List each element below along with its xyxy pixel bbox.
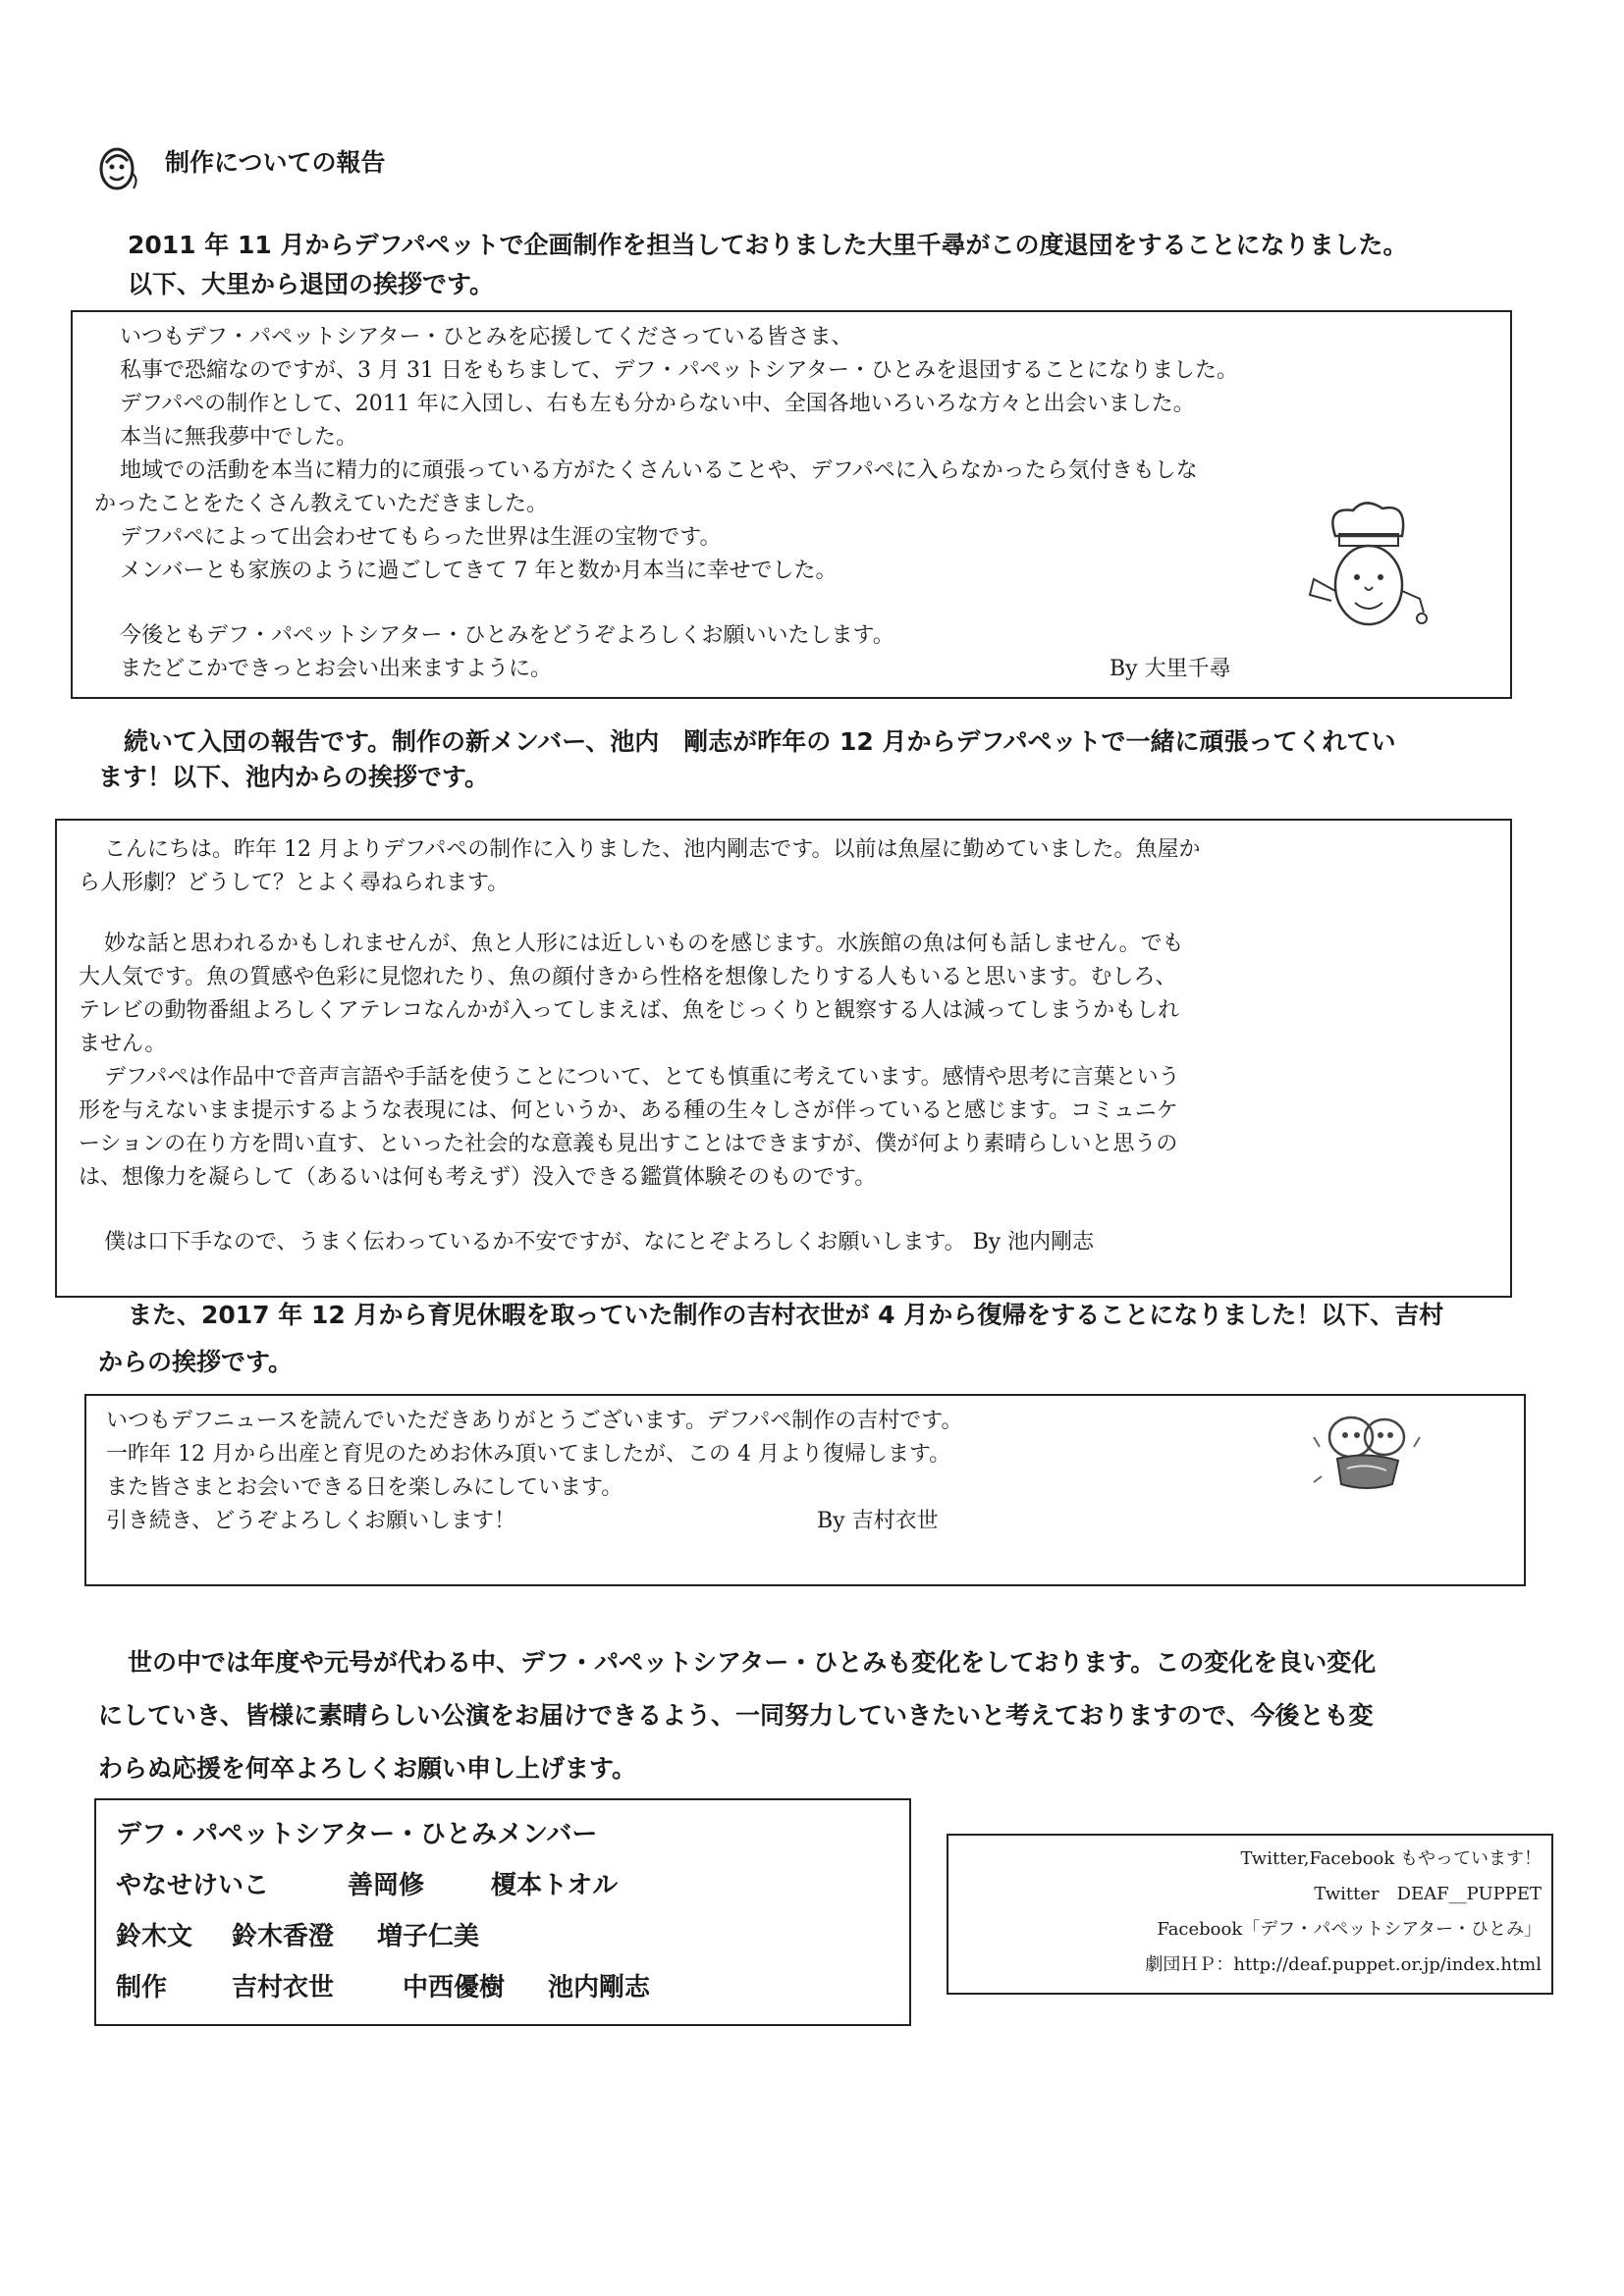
ikeuchi-line-7: デフパペは作品中で音声言語や手話を使うことについて、とても慎重に考えています。感情や思考に言葉という [104,1065,1180,1090]
yoshimura-line-3: また皆さまとお会いできる日を楽しみにしています。 [106,1475,623,1500]
ikeuchi-line-2: ら人形劇？どうして？とよく尋ねられます。 [79,871,510,895]
return-line-2: からの挨拶です。 [98,1348,294,1376]
osato-line-4: 本当に無我夢中でした。 [120,425,358,450]
ikeuchi-line-4: 大人気です。魚の質感や色彩に見惚れたり、魚の顔付きから性格を想像したりする人もいると思います。むしろ、 [79,965,1177,989]
yoshimura-line-1: いつもデフニュースを読んでいただきありがとうございます。デフパペ制作の吉村です。 [106,1409,963,1433]
ikeuchi-line-5: テレビの動物番組よろしくアテレコなんかが入ってしまえば、魚をじっくりと観察する人は減ってしまうかもしれ [79,998,1180,1023]
sns-line-2: Twitter DEAF__PUPPET [1314,1884,1542,1904]
member-name: やなせけいこ [116,1871,270,1900]
intro-line-2: 以下、大里から退団の挨拶です。 [128,270,495,298]
ikeuchi-line-3: 妙な話と思われるかもしれませんが、魚と人形には近しいものを感じます。水族館の魚は何も話しません。でも [104,932,1184,956]
sns-line-4: 劇団ＨＰ：http://deaf.puppet.or.jp/index.html [1145,1954,1542,1975]
section-title: 制作についての報告 [165,148,386,177]
yoshimura-signature: By 吉村衣世 [817,1509,939,1533]
member-name: 中西優樹 [403,1973,506,2002]
closing-line-2: にしていき、皆様に素晴らしい公演をお届けできるよう、一同努力していきたいと考えておりますので、今後とも変 [98,1701,1374,1730]
chef-illustration-icon [1306,497,1432,644]
osato-line-2: 私事で恐縮なのですが、3 月 31 日をもちまして、デフ・パペットシアター・ひとみを退団することになりました。 [120,358,1238,383]
osato-line-8: メンバーとも家族のように過ごしてきて 7 年と数か月本当に幸せでした。 [120,559,838,583]
member-name: 榎本トオル [491,1871,619,1900]
osato-line-7: デフパペによって出会わせてもらった世界は生涯の宝物です。 [120,525,722,550]
yoshimura-line-2: 一昨年 12 月から出産と育児のためお休み頂いてましたが、この 4 月より復帰します。 [106,1442,951,1467]
puppet-logo-icon [96,143,141,194]
ikeuchi-line-8: 形を与えないまま提示するような表現には、何というか、ある種の生々しさが伴っていると感じます。コミュニケ [79,1098,1178,1123]
ikeuchi-line-6: ません。 [79,1032,167,1056]
join-line-2: ます！以下、池内からの挨拶です。 [98,763,490,791]
ikeuchi-line-10: は、想像力を凝らして（あるいは何も考えず）没入できる鑑賞体験そのものです。 [79,1165,877,1190]
join-line-1: 続いて入団の報告です。制作の新メンバー、池内 剛志が昨年の 12 月からデフパペットで一緒に頑張ってくれてい [124,727,1396,756]
member-name: 善岡修 [348,1871,425,1900]
osato-line-9: 今後ともデフ・パペットシアター・ひとみをどうぞよろしくお願いいたします。 [120,623,894,648]
yoshimura-line-4: 引き続き、どうぞよろしくお願いします！ [106,1509,516,1533]
member-name: 鈴木香澄 [232,1922,335,1951]
sns-line-3: Facebook「デフ・パペットシアター・ひとみ」 [1157,1919,1542,1940]
intro-line-1: 2011 年 11 月からデフパペットで企画制作を担当しておりました大里千尋がこの度退団をすることになりました。 [128,231,1408,259]
puppet-illustration-icon [1312,1408,1422,1498]
return-line-1: また、2017 年 12 月から育児休暇を取っていた制作の吉村衣世が 4 月から復帰をすることになりました！以下、吉村 [128,1301,1444,1329]
member-name: 鈴木文 [116,1922,193,1951]
members-title: デフ・パペットシアター・ひとみメンバー [116,1820,598,1849]
osato-signature: By 大里千尋 [1110,657,1231,681]
ikeuchi-line-1: こんにちは。昨年 12 月よりデフパペの制作に入りました、池内剛志です。以前は魚屋に勤めていました。魚屋か [104,837,1201,862]
member-name: 増子仁美 [377,1922,480,1951]
member-name: 池内剛志 [548,1973,651,2002]
member-name: 吉村衣世 [232,1973,335,2002]
osato-line-10: またどこかできっとお会い出来ますように。 [120,657,553,681]
sns-line-1: Twitter,Facebook もやっています！ [1240,1848,1542,1869]
ikeuchi-line-11: 僕は口下手なので、うまく伝わっているか不安ですが、なにとぞよろしくお願いします。 By 池内剛志 [104,1230,1095,1255]
osato-line-3: デフパペの制作として、2011 年に入団し、右も左も分からない中、全国各地いろいろな方々と出会いました。 [120,392,1195,416]
osato-line-5: 地域での活動を本当に精力的に頑張っている方がたくさんいることや、デフパペに入らなかったら気付きもしな [120,458,1198,483]
ikeuchi-line-9: ーションの在り方を問い直す、といった社会的な意義も見出すことはできますが、僕が何より素晴らしいと思うの [79,1132,1178,1156]
member-role: 制作 [116,1973,168,2002]
osato-line-1: いつもデフ・パペットシアター・ひとみを応援してくださっている皆さま、 [120,325,853,349]
closing-line-1: 世の中では年度や元号が代わる中、デフ・パペットシアター・ひとみも変化をしております。この変化を良い変化 [128,1648,1377,1677]
closing-line-3: わらぬ応援を何卒よろしくお願い申し上げます。 [98,1754,637,1783]
osato-line-6: かったことをたくさん教えていただきました。 [94,492,549,516]
